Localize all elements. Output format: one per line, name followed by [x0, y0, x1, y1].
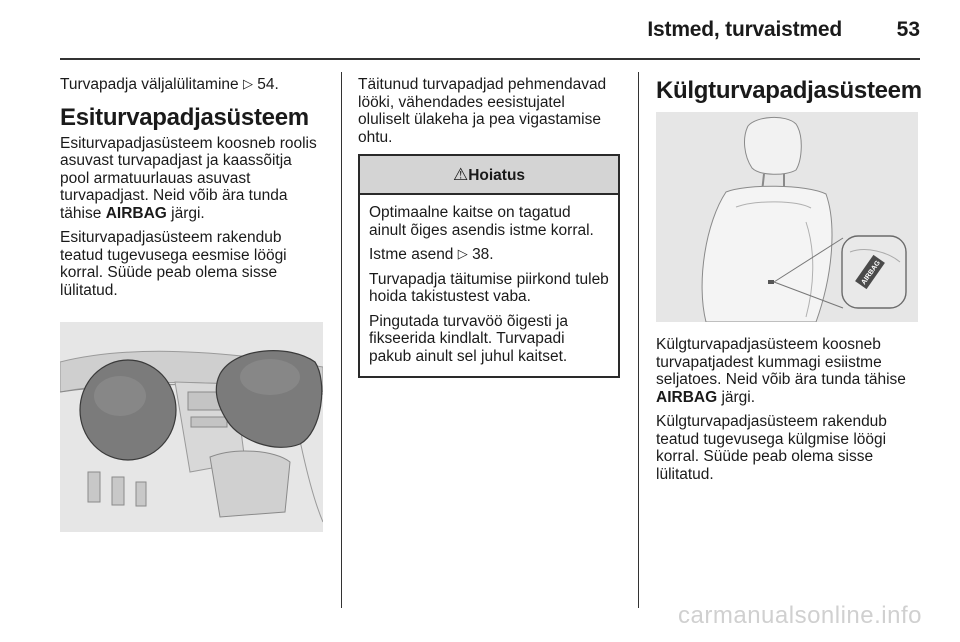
front-airbag-paragraph-2: Esiturvapadjasüsteem rakendub teatud tugevusega eesmise löögi korral. Süüde peab olema sisse lülitatud.: [60, 229, 287, 299]
inflated-airbag-paragraph: Täitunud turvapadjad pehmendavad lööki, vähendades eesistujatel oluliselt ülakeha ja pea vigastamise ohtu.: [358, 76, 607, 146]
warning-box: [358, 154, 620, 378]
watermark: carmanualsonline.info: [678, 602, 922, 629]
seat-airbag-label: AIRBAG: [860, 259, 883, 287]
left-column: [60, 76, 325, 306]
airbag-label: AIRBAG: [656, 388, 718, 406]
column-divider-right: [638, 72, 639, 608]
page-number: 53: [896, 18, 920, 41]
seat-drawing: [656, 112, 918, 322]
airbag-label: AIRBAG: [105, 204, 167, 222]
warning-triangle-icon: ⚠: [452, 165, 469, 184]
side-airbag-paragraph-1: Külgturvapadjasüsteem koosneb turvapatjadest kummagi esiistme seljatoes. Neid võib ära tunda tähise AIRBAG järgi.: [656, 336, 906, 406]
side-airbag-paragraph-2: Külgturvapadjasüsteem rakendub teatud tugevusega külgmise löögi korral. Süüde peab olema sisse lülitatud.: [656, 413, 887, 483]
warning-paragraph-4: Pingutada turvavöö õigesti ja fikseerida kindlalt. Turvapadi pakub ainult sel juhul kaitset.: [369, 312, 569, 365]
warning-paragraph-2: Istme asend ▷ 38.: [369, 246, 494, 263]
warning-paragraph-1: Optimaalne kaitse on tagatud ainult õiges asendis istme korral.: [369, 204, 594, 239]
warning-header: ⚠Hoiatus: [360, 156, 618, 195]
right-column-text: [656, 336, 926, 490]
warning-paragraph-3: Turvapadja täitumise piirkond tuleb hoida takistustest vaba.: [369, 270, 609, 305]
section-heading-front-airbag: Esiturvapadjasüsteem: [60, 103, 309, 131]
middle-column: [358, 76, 620, 378]
reference-arrow-icon: ▷: [242, 76, 253, 91]
header-title: Istmed, turvaistmed: [647, 18, 842, 41]
warning-body: [360, 195, 618, 376]
right-column-heading-wrap: [656, 76, 926, 117]
front-airbag-illustration: [60, 322, 323, 532]
front-airbag-drawing: [60, 322, 323, 532]
front-airbag-paragraph-1: Esiturvapadjasüsteem koosneb roolis asuvast turvapadjast ja kaassõitja pool armatuurlauas asuvast turvapadjast. Neid võib ära tunda tähise AIRBAG järgi.: [60, 134, 317, 222]
header-rule: [60, 58, 920, 60]
intro-paragraph: Turvapadja väljalülitamine ▷ 54.: [60, 76, 279, 93]
column-divider-left: [341, 72, 342, 608]
reference-arrow-icon: ▷: [457, 246, 468, 261]
side-airbag-illustration: [656, 112, 918, 322]
section-heading-side-airbag: Külgturvapadjasüsteem: [656, 77, 922, 104]
